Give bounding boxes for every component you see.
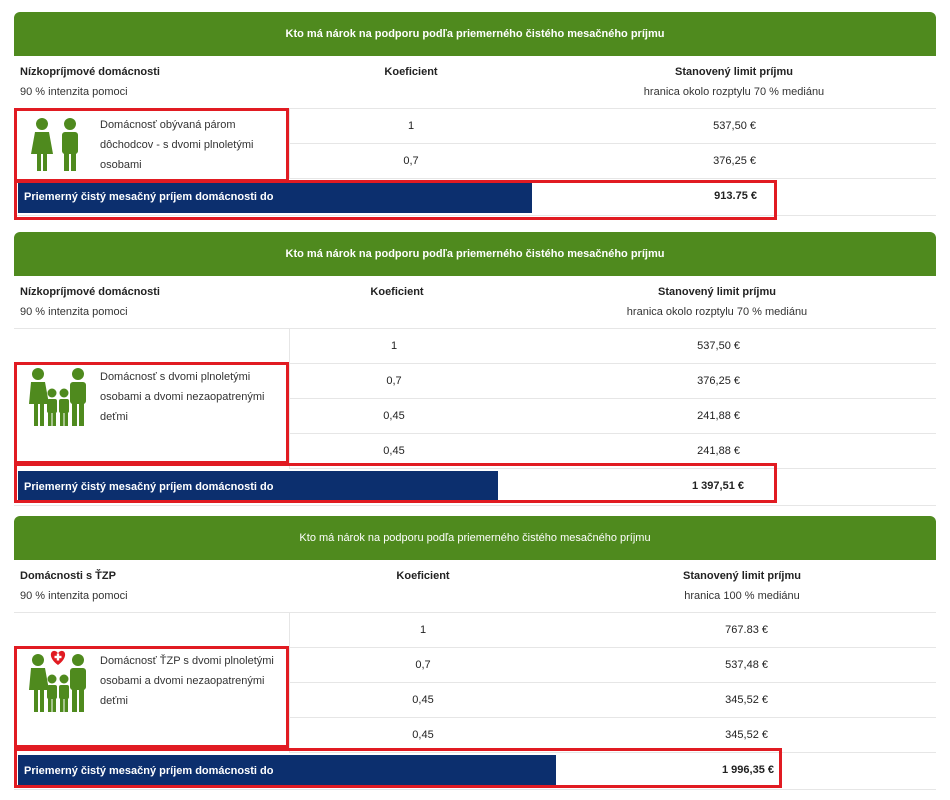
limit-value: 376,25 €: [713, 155, 756, 167]
total-value: 1 996,35 €: [722, 764, 774, 776]
column-headers: [14, 276, 936, 329]
col-household-title: Nízkopríjmové domácnosti: [20, 66, 160, 78]
total-label: Priemerný čistý mesačný príjem domácnosti do: [18, 471, 498, 503]
coefficient-value: 0,45: [383, 410, 405, 422]
table-header: Kto má nárok na podporu podľa priemerného čistého mesačného príjmu: [14, 516, 936, 560]
coefficient-value: 1: [390, 340, 398, 352]
col-limit-sub: hranica 100 % mediánu: [684, 590, 800, 602]
col-coefficient-title: Koeficient: [384, 66, 438, 78]
highlight-box: [14, 748, 782, 788]
col-limit-sub: hranica okolo rozptylu 70 % mediánu: [643, 86, 825, 98]
coefficient-value: 0,45: [412, 729, 434, 741]
limit-value: 241,88 €: [697, 445, 740, 457]
limit-value: 376,25 €: [697, 375, 740, 387]
limit-value: 537,48 €: [725, 659, 768, 671]
col-limit-sub: hranica okolo rozptylu 70 % mediánu: [626, 306, 808, 318]
total-label: Priemerný čistý mesačný príjem domácnosti do: [18, 181, 532, 213]
household-description: Domácnosť ŤZP s dvomi plnoletými osobami a dvomi nezaopatrenými deťmi: [100, 655, 274, 707]
coefficient-value: 1: [419, 624, 427, 636]
col-coefficient-title: Koeficient: [396, 570, 450, 582]
col-household-sub: 90 % intenzita pomoci: [20, 306, 128, 318]
table-header: Kto má nárok na podporu podľa priemerného čistého mesačného príjmu: [14, 232, 936, 276]
total-label: Priemerný čistý mesačný príjem domácnosti do: [18, 755, 556, 787]
limit-value: 345,52 €: [725, 694, 768, 706]
total-value: 913.75 €: [714, 190, 757, 202]
col-limit-title: Stanovený limit príjmu: [683, 570, 801, 582]
highlight-box: [14, 362, 289, 464]
highlight-box: [14, 646, 289, 748]
column-headers: [14, 56, 936, 109]
coefficient-value: 0,7: [386, 375, 402, 387]
limit-value: 537,50 €: [697, 340, 740, 352]
col-limit-title: Stanovený limit príjmu: [658, 286, 776, 298]
highlight-box: [14, 463, 777, 503]
limit-value: 345,52 €: [725, 729, 768, 741]
highlight-box: [14, 180, 777, 220]
coefficient-value: 0,7: [403, 155, 419, 167]
col-limit-title: Stanovený limit príjmu: [675, 66, 793, 78]
col-household-sub: 90 % intenzita pomoci: [20, 86, 128, 98]
coefficient-value: 0,7: [415, 659, 431, 671]
col-household-sub: 90 % intenzita pomoci: [20, 590, 128, 602]
col-household-title: Nízkopríjmové domácnosti: [20, 286, 160, 298]
limit-value: 767.83 €: [725, 624, 768, 636]
total-value: 1 397,51 €: [692, 480, 744, 492]
coefficient-value: 0,45: [383, 445, 405, 457]
column-headers: [14, 560, 936, 613]
household-description: Domácnosť s dvomi plnoletými osobami a dvomi nezaopatrenými deťmi: [100, 371, 265, 423]
table-header: Kto má nárok na podporu podľa priemerného čistého mesačného príjmu: [14, 12, 936, 56]
coefficient-value: 1: [407, 120, 415, 132]
household-description: Domácnosť obývaná párom dôchodcov - s dvomi plnoletými osobami: [100, 119, 254, 171]
limit-value: 241,88 €: [697, 410, 740, 422]
col-coefficient-title: Koeficient: [370, 286, 424, 298]
limit-value: 537,50 €: [713, 120, 756, 132]
col-household-title: Domácnosti s ŤZP: [20, 570, 116, 582]
highlight-box: [14, 108, 289, 182]
coefficient-value: 0,45: [412, 694, 434, 706]
